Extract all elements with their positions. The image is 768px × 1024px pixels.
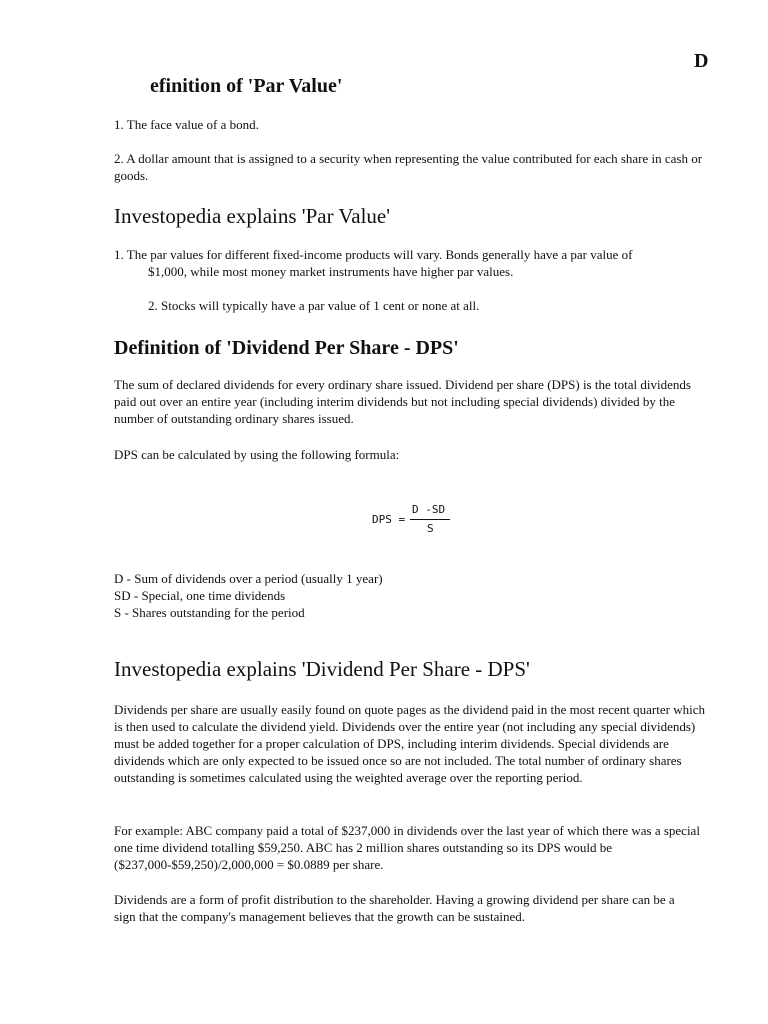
formula-legend-sd: SD - Special, one time dividends xyxy=(114,588,286,603)
formula-legend-d: D - Sum of dividends over a period (usually 1 year) xyxy=(114,571,383,586)
formula-legend-s: S - Shares outstanding for the period xyxy=(114,605,305,620)
dps-formula-intro: DPS can be calculated by using the following formula: xyxy=(114,447,400,462)
par-value-explains-title: Investopedia explains 'Par Value' xyxy=(114,204,391,228)
par-value-explain-item-1-line-2: $1,000, while most money market instruments have higher par values. xyxy=(148,264,514,279)
dps-explain-paragraph-2: For example: ABC company paid a total of $237,000 in dividends over the last year of which there was a special one time dividend totalling $59,250. ABC has 2 million shares outstanding so its DPS would be ($237,000-$59,250)/2,000,000 = $0.0889 per share. xyxy=(114,823,700,872)
formula-denominator: S xyxy=(427,522,434,535)
formula-numerator: D -SD xyxy=(412,503,446,516)
dps-explain-paragraph-1: Dividends per share are usually easily found on quote pages as the dividend paid in the most recent quarter which is then used to calculate the dividend yield. Dividends over the entire year (not including any special dividends) must be added together for a proper calculation of DPS, including interim dividends. Special dividends are dividends which are only expected to be issued once so are not included. The total number of ordinary shares outstanding is sometimes calculated using the weighted average over the reporting period. xyxy=(114,702,705,785)
par-value-explain-item-1-line-1: 1. The par values for different fixed-income products will vary. Bonds generally have a par value of xyxy=(114,247,633,262)
dps-explain-paragraph-3: Dividends are a form of profit distribution to the shareholder. Having a growing dividend per share can be a sign that the company's management believes that the growth can be sustained. xyxy=(114,892,675,924)
drop-cap: D xyxy=(694,50,709,72)
dps-formula xyxy=(368,500,458,540)
dps-explains-title: Investopedia explains 'Dividend Per Share - DPS' xyxy=(114,657,530,681)
dps-definition-paragraph: The sum of declared dividends for every ordinary share issued. Dividend per share (DPS) is the total dividends paid out over an entire year (including interim dividends but not including special dividends) divided by the number of outstanding ordinary shares issued. xyxy=(114,377,691,426)
fraction-bar xyxy=(410,519,450,520)
dps-definition-title: Definition of 'Dividend Per Share - DPS' xyxy=(114,337,459,359)
par-value-definition-title: efinition of 'Par Value' xyxy=(150,75,343,97)
par-value-item-2: 2. A dollar amount that is assigned to a security when representing the value contributed for each share in cash or goods. xyxy=(114,151,703,183)
par-value-item-1: 1. The face value of a bond. xyxy=(114,117,259,132)
formula-lhs: DPS = xyxy=(372,513,406,526)
par-value-explain-item-2: 2. Stocks will typically have a par value of 1 cent or none at all. xyxy=(148,298,480,313)
